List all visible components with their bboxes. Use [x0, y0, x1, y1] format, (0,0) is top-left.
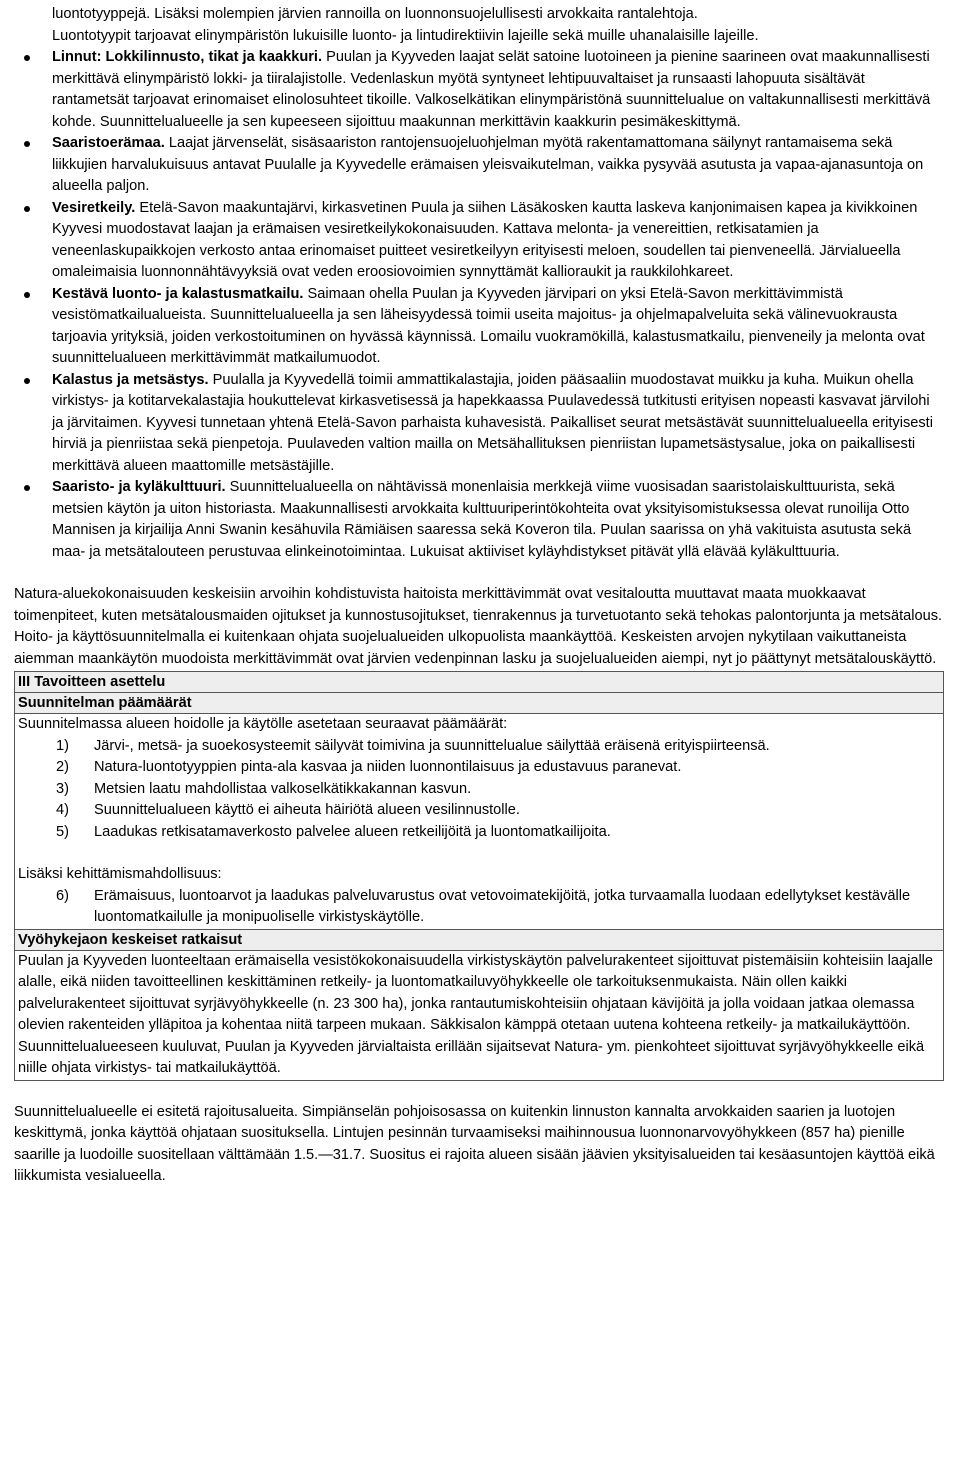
restriction-paragraph: Suunnittelualueelle ei esitetä rajoitusalueita. Simpiänselän pohjoisosassa on kuitenkin linnuston kannalta arvokkaiden saarien ja luotojen keskittymä, jonka käyttöä ohjataan suosituksella. Lintujen pesinnän turvaamiseksi maihinnousua luonnonarvovyöhykkeen (857 ha) pienille saarille ja luodoille suositellaan välttämään 1.5.—31.7. Suositus ei rajoita alueen sisään jäävien yksityisalueiden tai kesäasuntojen käyttöä eikä liikkumista vesialueella. [14, 1103, 935, 1184]
intro-line: luontotyyppejä. Lisäksi molempien järvien rannoilla on luonnonsuojelullisesti arvokkaita rantalehtoja. [52, 6, 698, 22]
bullet-title: Saaristoerämaa. [52, 135, 165, 151]
goal-item [18, 779, 940, 801]
bullet-text: Laajat järvenselät, sisäsaariston rantojensuojeluohjelman myötä rakentamattomana säilynyt rantamaisema sekä liikkujien harvalukuisuus antavat Puulalle ja Kyyvedelle erämaisen yleisvaikutelman, vaikka pysyvää asutusta ja vapaa-ajanasuntoja on alueella paljon. [52, 135, 924, 194]
bullet-title: Kestävä luonto- ja kalastusmatkailu. [52, 285, 304, 302]
bullet-item [14, 284, 944, 370]
goal-item [18, 822, 940, 844]
document-page [14, 4, 944, 1188]
natura-paragraph: Natura-aluekokonaisuuden keskeisiin arvoihin kohdistuvista haitoista merkittävimmät ovat vesitaloutta muuttavat maata muokkaavat toimenpiteet, kuten metsätalousmaiden ojitukset ja kunnostusojitukset, tienrakennus ja turvetuotanto sekä tehokas palontorjunta ja metsätalous. Hoito- ja käyttösuunnitelmalla ei kuitenkaan ohjata suojelualueiden ulkopuolista maankäyttöä. Keskeisten arvojen nykytilaan vaikuttaneista aiemman maankäytön muodoista merkittävimmät ovat järvien vedenpinnan lasku ja suojelualueiden aiempi, nyt jo päättynyt metsätalouskäyttö. [14, 586, 943, 667]
bullet-title: Vesiretkeily. [52, 199, 136, 216]
goal-text: Natura-luontotyyppien pinta-ala kasvaa ja niiden luonnontilaisuus ja edustavuus paranevat. [94, 759, 682, 775]
goal-item [18, 800, 940, 822]
goal-number: 4) [56, 802, 69, 818]
zoning-paragraph: Puulan ja Kyyveden luonteeltaan erämaisella vesistökokonaisuudella virkistyskäytön palvelurakenteet sijoittuvat pistemäisiin kohteisiin laajalle alalle, eikä niiden tavoitteellinen keskittäminen retkeily- ja luontomatkailuvyöhykkeelle ole tarkoituksenmukaista. Näin ollen kaikki palvelurakenteet sijoittuvat syrjävyöhykkeelle (n. 23 300 ha), jonka rantautumiskohteisiin ohjataan kävijöitä ja jolla voidaan jatkaa olemassa olevien rakenteiden ylläpitoa ja kohentaa niitä tarpeen mukaan. Säkkisalon kämppä otetaan uutena kohteena retkeily- ja matkailukäyttöön. Suunnittelualueeseen kuuluvat, Puulan ja Kyyveden järvialtaista erillään sijaitsevat Natura- ym. pienkohteet sijoittuvat syrjävyöhykkeelle eikä niille ohjata virkistys- tai matkailukäyttöä. [18, 952, 934, 1076]
goal-text: Erämaisuus, luontoarvot ja laadukas palveluvarustus ovat vetovoimatekijöitä, jotka turvaamalla luodaan edellytykset kestävälle luontomatkailulle ja monipuoliselle virkistyskäytölle. [94, 887, 911, 925]
bullet-item [14, 47, 944, 133]
bullet-title: Kalastus ja metsästys. [52, 371, 209, 388]
goal-number: 5) [56, 823, 69, 840]
bullet-text: Puulan ja Kyyveden laajat selät satoine luotoineen ja pienine saarineen ovat maakunnallisesti merkittävä elinympäristö lokki- ja tiiralajistolle. Vedenlaskun myötä syntyneet lehtipuuvaltaiset ja runsaasti lahopuuta sisältävät rantametsät tarjoavat erinomaiset elinolosuhteet tikoille. Valkoselkätikan elinympäristönä suunnittelualue on valtakunnallisesti merkittävä kohde. Suunnittelualueelle ja sen kupeeseen sijoittuu maakunnan merkittävin kaakkurin pesimäkeskittymä. [52, 49, 931, 130]
goal-item [18, 757, 940, 779]
value-bullet-list [14, 47, 944, 563]
extra-intro: Lisäksi kehittämismahdollisuus: [18, 866, 222, 882]
extra-goals-list [18, 886, 940, 929]
intro-line: Luontotyypit tarjoavat elinympäristön lukuisille luonto- ja lintudirektiivin lajeille sekä muille uhanalaisille lajeille. [52, 27, 759, 44]
intro-continuation [14, 4, 944, 47]
section-box [14, 671, 944, 1081]
goal-text: Laadukas retkisatamaverkosto palvelee alueen retkeilijöitä ja luontomatkailijoita. [94, 823, 611, 840]
section-heading: III Tavoitteen asettelu [15, 672, 943, 693]
bullet-item [14, 370, 944, 478]
goal-number: 2) [56, 759, 69, 775]
goal-number: 1) [56, 737, 69, 754]
zoning-body [15, 951, 943, 1080]
bullet-text: Suunnittelualueella on nähtävissä monenlaisia merkkejä viime vuosisadan saaristolaiskulttuurista, sekä metsien käytön ja uiton historiasta. Maakunnallisesti arvokkaita kulttuuriperintökohteita ovat yksityisomistuksessa olevat runoilija Otto Mannisen ja kirjailija Anni Swanin kesähuvila Rämiäisen saaressa sekä Koveron tila. Puulan saarissa on yhä vakituista asutusta sekä maa- ja metsätalouteen perustuvaa elinkeinotoimintaa. Lukuisat aktiiviset kyläyhdistykset pitävät yllä elävää kyläkulttuuria. [52, 479, 912, 560]
bullet-text: Puulalla ja Kyyvedellä toimii ammattikalastajia, joiden pääsaaliin muodostavat muikku ja kuha. Muikun ohella virkistys- ja kotitarvekalastajia houkuttelevat kirkasvetisessä ja hapekkaassa Puulavedessä tutkitusti erityisen nopeasti kasvavat järvilohi ja järvitaimen. Kyyvesi tunnetaan yhtenä Etelä-Savon parhaista kuhavesistä. Paikalliset seurat metsästävät suunnittelualueella erityisesti hirviä ja pienriistaa sekä pienpetoja. Puulaveden valtion mailla on Metsähallituksen pienriistan lupametsästysalue, joka on paikallisesti merkittävä alueen maattomille metsästäjille. [52, 371, 933, 474]
bullet-title: Saaristo- ja kyläkulttuuri. [52, 479, 226, 495]
goal-text: Järvi-, metsä- ja suoekosysteemit säilyvät toimivina ja suunnittelualue säilyttää eräisenä erityispiirteensä. [94, 737, 770, 754]
bullet-text: Etelä-Savon maakuntajärvi, kirkasvetinen Puula ja siihen Läsäkosken kautta laskeva kanjonimaisen kapea ja kivikkoinen Kyyvesi muodostavat laajan ja erämaisen vesiretkeilykokonaisuuden. Kattava melonta- ja venereittien, retkisatamien ja veneenlaskupaikkojen verkosto antaa erinomaiset puitteet vesiretkeilyyn erityisesti meloen, soudellen tai pienveneellä. Järvialueella omaleimaisia luonnonnähtävyyksiä ovat veden eroosiovoimien synnyttämät kallioraukit ja raukkilohkareet. [52, 199, 918, 280]
goals-heading: Suunnitelman päämäärät [15, 693, 943, 714]
goal-text: Suunnittelualueen käyttö ei aiheuta häiriötä alueen vesilinnustolle. [94, 802, 520, 818]
goals-body [15, 714, 943, 929]
goals-list [18, 736, 940, 844]
bullet-item [14, 477, 944, 563]
goal-text: Metsien laatu mahdollistaa valkoselkätikkakannan kasvun. [94, 780, 472, 797]
bullet-item [14, 198, 944, 284]
bullet-text: Saimaan ohella Puulan ja Kyyveden järvipari on yksi Etelä-Savon merkittävimmistä vesistömatkailualueista. Suunnittelualueella ja sen läheisyydessä toimii useita majoitus- ja ohjelmapalveluita sekä välinevuokrausta tarjoavia yrityksiä, joiden verkostoituminen on hyvässä käynnissä. Lomailu vuokramökillä, kalastusmatkailu, pienveneily ja melonta ovat suunnittelualueen merkittävimmät matkailumuodot. [52, 285, 925, 366]
goal-item [18, 736, 940, 758]
bullet-item [14, 133, 944, 198]
goal-number: 6) [56, 887, 69, 904]
zoning-heading: Vyöhykejaon keskeiset ratkaisut [15, 929, 943, 951]
bullet-title: Linnut: Lokkilinnusto, tikat ja kaakkuri. [52, 49, 323, 65]
goal-item [18, 886, 940, 929]
goal-number: 3) [56, 780, 69, 797]
goals-intro: Suunnitelmassa alueen hoidolle ja käytölle asetetaan seuraavat päämäärät: [18, 716, 508, 732]
